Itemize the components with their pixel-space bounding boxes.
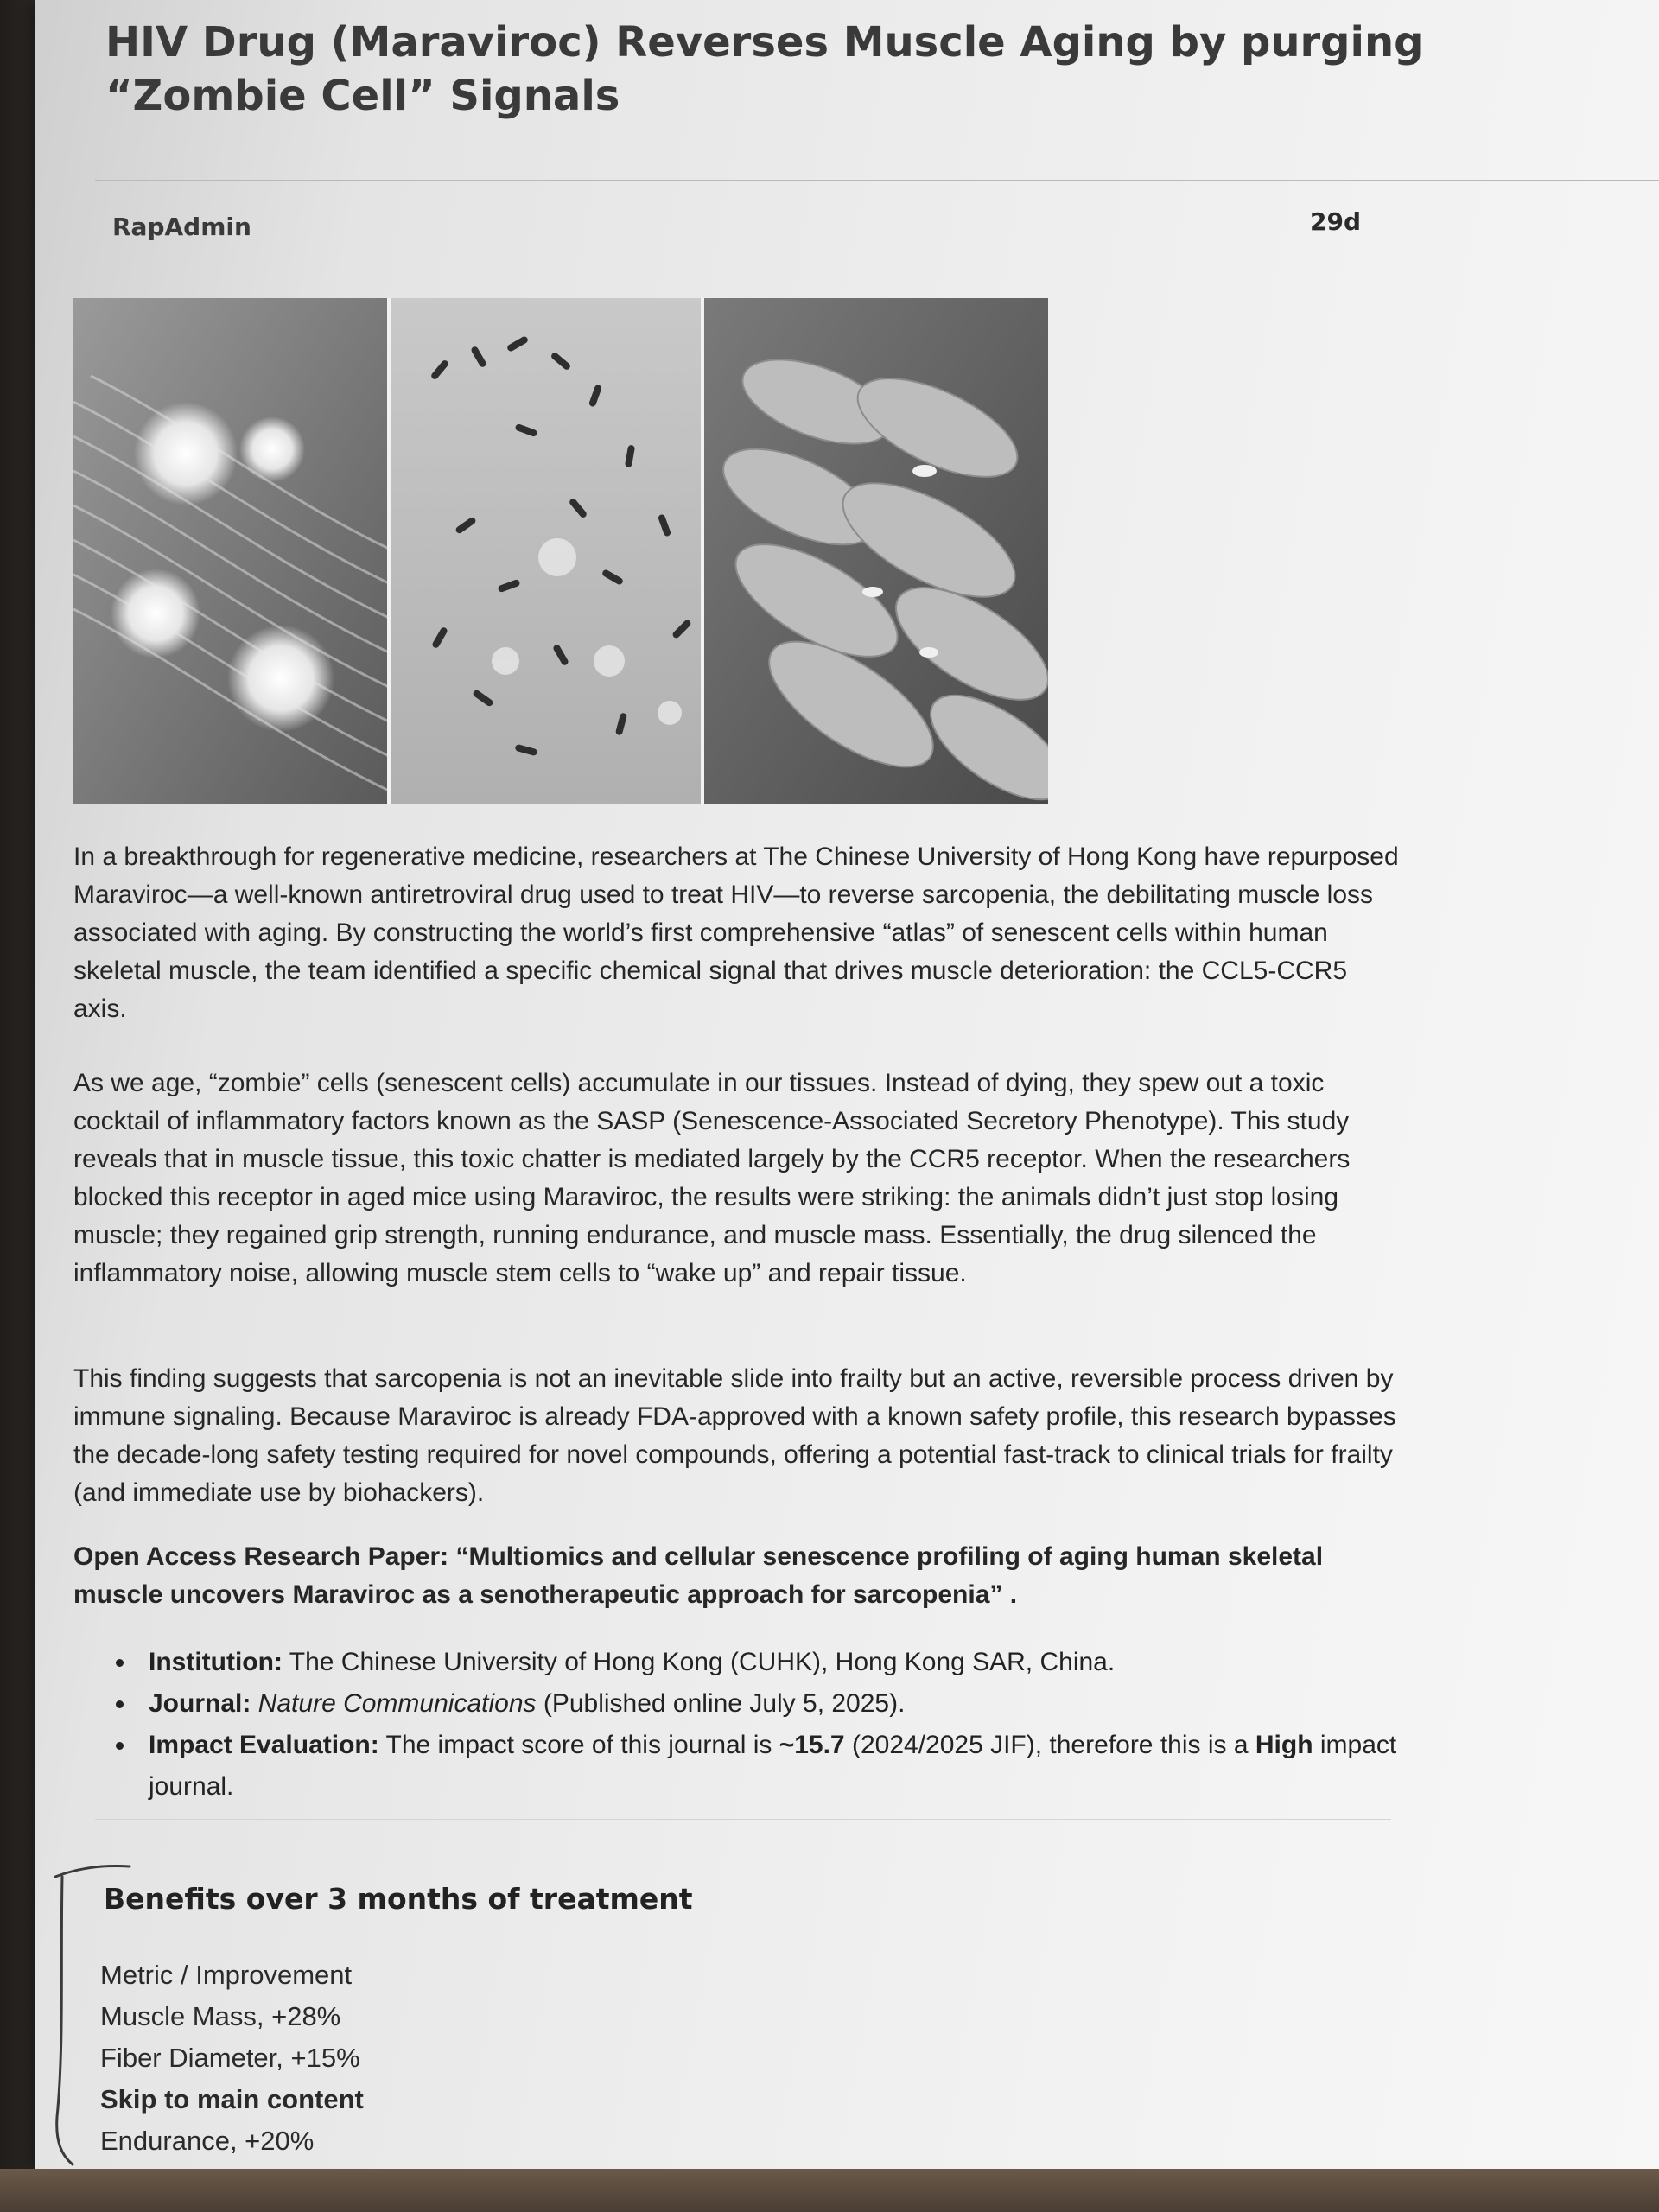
title-divider — [95, 180, 1659, 181]
impact-level: High — [1255, 1731, 1313, 1759]
institution-value: The Chinese University of Hong Kong (CUHK), Hong Kong SAR, China. — [282, 1648, 1116, 1676]
impact-text-3: impact journal. — [149, 1731, 1397, 1801]
article-content — [35, 0, 1659, 2173]
journal-label: Journal: — [149, 1689, 251, 1718]
author-name[interactable]: RapAdmin — [112, 213, 251, 241]
research-paper-label: Open Access Research Paper: — [73, 1542, 456, 1571]
research-paper-reference — [73, 1538, 1404, 1614]
panel-regenerated-muscle — [702, 298, 1048, 804]
paragraph-mechanism: As we age, “zombie” cells (senescent cells) accumulate in our tissues. Instead of dying, they spew out a toxic cocktail of inflammatory factors known as the SASP (Senescence-Associated Secretory Phenotype). This study reveals that in muscle tissue, this toxic chatter is mediated largely by the CCR5 receptor. When the researchers blocked this receptor in aged mice using Maraviroc, the results were striking: the animals didn’t just stop losing muscle; they regained grip strength, running endurance, and muscle mass. Essentially, the drug silenced the inflammatory noise, allowing muscle stem cells to “wake up” and repair tissue. — [73, 1069, 1351, 1287]
journal-suffix: (Published online July 5, 2025). — [536, 1689, 906, 1718]
benefit-row-muscle-mass: Muscle Mass, +28% — [100, 2001, 341, 2031]
hero-image — [73, 298, 1048, 804]
skip-to-main-link[interactable]: Skip to main content — [100, 2084, 364, 2114]
impact-text-1: The impact score of this journal is — [378, 1731, 779, 1759]
hero-illustration — [73, 298, 1048, 804]
detail-institution — [104, 1642, 1400, 1683]
post-age: 29d — [1310, 207, 1362, 236]
article-title: HIV Drug (Maraviroc) Reverses Muscle Aging by purging “Zombie Cell” Signals — [105, 18, 1424, 120]
journal-name: Nature Communications — [257, 1689, 537, 1718]
paragraph-implications: This finding suggests that sarcopenia is not an inevitable slide into frailty but an active, reversible process driven by immune signaling. Because Maraviroc is already FDA-approved with a known safety profile, this research bypasses the decade-long safety testing required for novel compounds, offering a potential fast-track to clinical trials for frailty (and immediate use by biohackers). — [73, 1364, 1396, 1507]
institution-label: Institution: — [149, 1648, 283, 1676]
printed-page — [35, 0, 1659, 2173]
benefit-row-endurance: Endurance, +20% — [100, 2126, 315, 2156]
panel-drug-clearance — [389, 298, 702, 804]
paper-details-list — [104, 1642, 1400, 1808]
benefits-heading: Benefits over 3 months of treatment — [104, 1882, 693, 1916]
panel-damaged-muscle — [73, 298, 389, 804]
benefit-row-fiber-diameter: Fiber Diameter, +15% — [100, 2043, 360, 2073]
paragraph-intro: In a breakthrough for regenerative medicine, researchers at The Chinese University of Hong Kong have repurposed Maraviroc—a well-known antiretroviral drug used to treat HIV—to reverse sarcopenia, the debilitating muscle loss associated with aging. By constructing the world’s first comprehensive “atlas” of senescent cells within human skeletal muscle, the team identified a specific chemical signal that drives muscle deterioration: the CCL5-CCR5 axis. — [73, 842, 1399, 1023]
detail-journal — [104, 1683, 1400, 1725]
detail-impact — [104, 1725, 1400, 1808]
impact-text-2: (2024/2025 JIF), therefore this is a — [844, 1731, 1255, 1759]
impact-label: Impact Evaluation: — [149, 1731, 379, 1759]
research-paper-title[interactable]: “Multiomics and cellular senescence profiling of aging human skeletal muscle uncovers Maraviroc as a senotherapeutic approach for sarcopenia” — [73, 1542, 1324, 1609]
research-paper-suffix: . — [1002, 1580, 1018, 1609]
section-divider — [95, 1819, 1391, 1820]
impact-value: ~15.7 — [779, 1731, 845, 1759]
benefits-table-header: Metric / Improvement — [100, 1960, 353, 1990]
desk-bottom-edge — [0, 2169, 1659, 2212]
